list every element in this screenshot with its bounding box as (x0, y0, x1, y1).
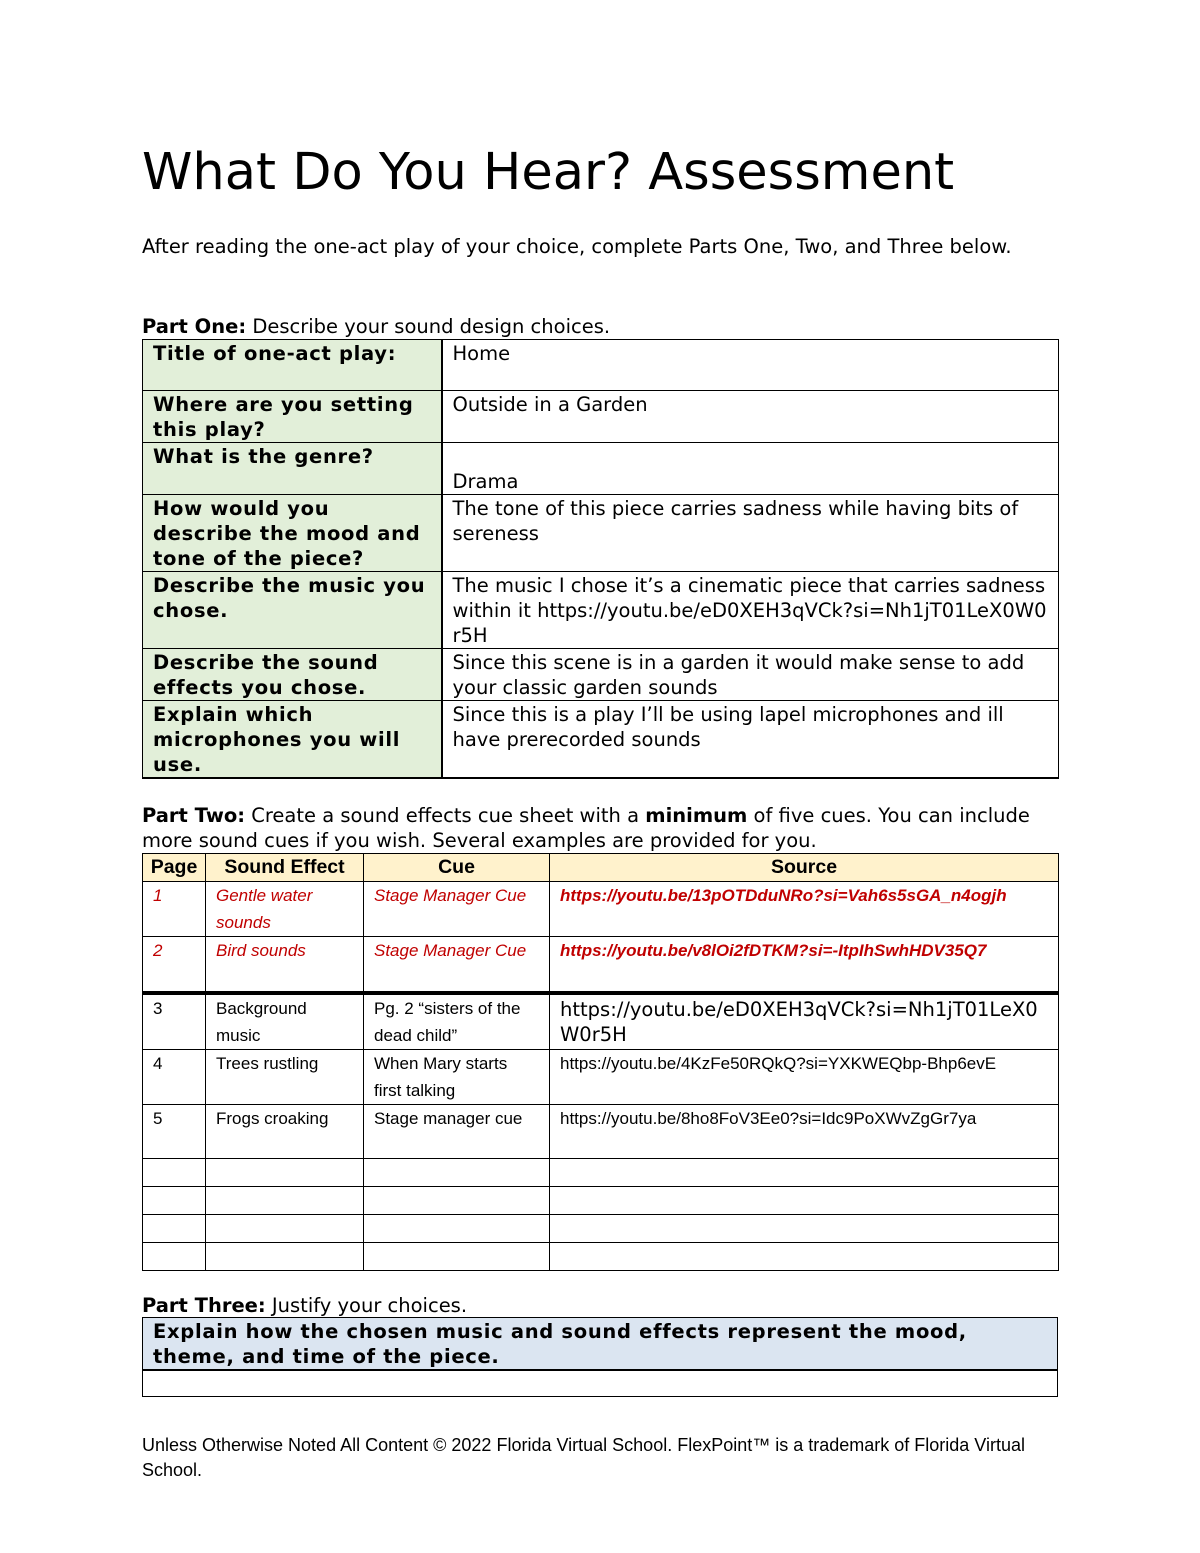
table-row (143, 701, 1059, 779)
part-one-heading (142, 314, 1062, 339)
copyright-footer: Unless Otherwise Noted All Content © 2022 Florida Virtual School. FlexPoint™ is a trademark of Florida Virtual School. (142, 1435, 1026, 1480)
cue-cell[interactable] (364, 1158, 550, 1186)
effect-cell: Gentle water sounds (206, 882, 364, 937)
answer-cell[interactable]: Drama (442, 443, 1059, 495)
question-cell: What is the genre? (143, 443, 442, 495)
effect-cell[interactable] (206, 1158, 364, 1186)
part-three-label: Part Three: (142, 1294, 266, 1317)
page-cell[interactable]: 4 (143, 1049, 206, 1104)
part-two-instruction-a: Create a sound effects cue sheet with a (245, 804, 646, 827)
source-cell[interactable] (550, 1186, 1059, 1214)
empty-row (143, 1214, 1059, 1242)
question-cell: Explain which microphones you will use. (143, 701, 442, 779)
intro-text: After reading the one-act play of your choice, complete Parts One, Two, and Three below. (142, 235, 1012, 258)
justification-answer-cell[interactable] (143, 1370, 1058, 1396)
justification-table (142, 1317, 1058, 1397)
source-link[interactable]: https://youtu.be/8ho8FoV3Ee0?si=Idc9PoXWvZgGr7ya (550, 1104, 1059, 1158)
question-cell: Describe the music you chose. (143, 572, 442, 649)
part-three-heading (142, 1293, 1062, 1318)
source-cell[interactable] (550, 1214, 1059, 1242)
page-cell: 1 (143, 882, 206, 937)
part-three-instruction: Justify your choices. (265, 1294, 468, 1317)
answer-cell[interactable]: Home (442, 340, 1059, 391)
table-row (143, 443, 1059, 495)
effect-cell[interactable]: Background music (206, 993, 364, 1050)
source-link[interactable]: https://youtu.be/v8lOi2fDTKM?si=-ItpIhSwhHDV35Q7 (550, 937, 1059, 993)
question-cell: Describe the sound effects you chose. (143, 649, 442, 701)
column-header-sound-effect: Sound Effect (206, 854, 364, 882)
table-row (143, 340, 1059, 391)
cue-cell[interactable]: Pg. 2 “sisters of the dead child” (364, 993, 550, 1050)
answer-cell[interactable]: Since this scene is in a garden it would make sense to add your classic garden sounds (442, 649, 1059, 701)
page-cell: 2 (143, 937, 206, 993)
table-row (143, 649, 1059, 701)
empty-row (143, 1242, 1059, 1270)
table-row (143, 993, 1059, 1050)
effect-cell[interactable]: Trees rustling (206, 1049, 364, 1104)
source-cell[interactable] (550, 1158, 1059, 1186)
table-row (143, 572, 1059, 649)
answer-cell[interactable]: Since this is a play I’ll be using lapel microphones and ill have prerecorded sounds (442, 701, 1059, 779)
part-two-heading (142, 803, 1062, 853)
page-title: What Do You Hear? Assessment (142, 143, 955, 202)
part-two-instruction-b: of five cues. You can include more sound cues if you wish. Several examples are provided for you. (142, 804, 1030, 852)
cue-cell[interactable] (364, 1214, 550, 1242)
table-header-row (143, 854, 1059, 882)
table-row (143, 1049, 1059, 1104)
answer-cell[interactable]: The tone of this piece carries sadness while having bits of sereness (442, 495, 1059, 572)
column-header-cue: Cue (364, 854, 550, 882)
page-cell[interactable] (143, 1158, 206, 1186)
column-header-page: Page (143, 854, 206, 882)
table-row (143, 495, 1059, 572)
question-cell: Title of one-act play: (143, 340, 442, 391)
effect-cell[interactable] (206, 1242, 364, 1270)
justification-prompt: Explain how the chosen music and sound effects represent the mood, theme, and time of the piece. (143, 1318, 1058, 1371)
effect-cell[interactable] (206, 1186, 364, 1214)
cue-cell: Stage Manager Cue (364, 882, 550, 937)
cue-cell[interactable]: Stage manager cue (364, 1104, 550, 1158)
page-cell[interactable] (143, 1242, 206, 1270)
table-row (143, 391, 1059, 443)
effect-cell[interactable]: Frogs croaking (206, 1104, 364, 1158)
cue-cell[interactable] (364, 1186, 550, 1214)
answer-cell[interactable]: The music I chose it’s a cinematic piece that carries sadness within it https://youtu.be/eD0XEH3qVCk?si=Nh1jT01LeX0W0r5H (442, 572, 1059, 649)
part-two-instruction-bold: minimum (645, 804, 748, 827)
answer-cell[interactable]: Outside in a Garden (442, 391, 1059, 443)
page-cell[interactable] (143, 1214, 206, 1242)
cue-cell: Stage Manager Cue (364, 937, 550, 993)
page-cell[interactable] (143, 1186, 206, 1214)
page-cell[interactable]: 5 (143, 1104, 206, 1158)
column-header-source: Source (550, 854, 1059, 882)
table-row (143, 1318, 1058, 1371)
source-link[interactable]: https://youtu.be/13pOTDduNRo?si=Vah6s5sGA_n4ogjh (550, 882, 1059, 937)
example-row (143, 937, 1059, 993)
effect-cell: Bird sounds (206, 937, 364, 993)
page-cell[interactable]: 3 (143, 993, 206, 1050)
part-two-label: Part Two: (142, 804, 246, 827)
empty-row (143, 1186, 1059, 1214)
source-cell[interactable] (550, 1242, 1059, 1270)
sound-design-table (142, 339, 1059, 779)
part-one-instruction: Describe your sound design choices. (246, 315, 611, 338)
part-one-label: Part One: (142, 315, 247, 338)
source-link[interactable]: https://youtu.be/4KzFe50RQkQ?si=YXKWEQbp-Bhp6evE (550, 1049, 1059, 1104)
question-cell: How would you describe the mood and tone of the piece? (143, 495, 442, 572)
table-row (143, 1370, 1058, 1396)
effect-cell[interactable] (206, 1214, 364, 1242)
cue-cell[interactable] (364, 1242, 550, 1270)
source-link[interactable]: https://youtu.be/eD0XEH3qVCk?si=Nh1jT01LeX0W0r5H (550, 993, 1059, 1050)
table-row (143, 1104, 1059, 1158)
empty-row (143, 1158, 1059, 1186)
example-row (143, 882, 1059, 937)
cue-sheet-table (142, 853, 1059, 1271)
question-cell: Where are you setting this play? (143, 391, 442, 443)
cue-cell[interactable]: When Mary starts first talking (364, 1049, 550, 1104)
